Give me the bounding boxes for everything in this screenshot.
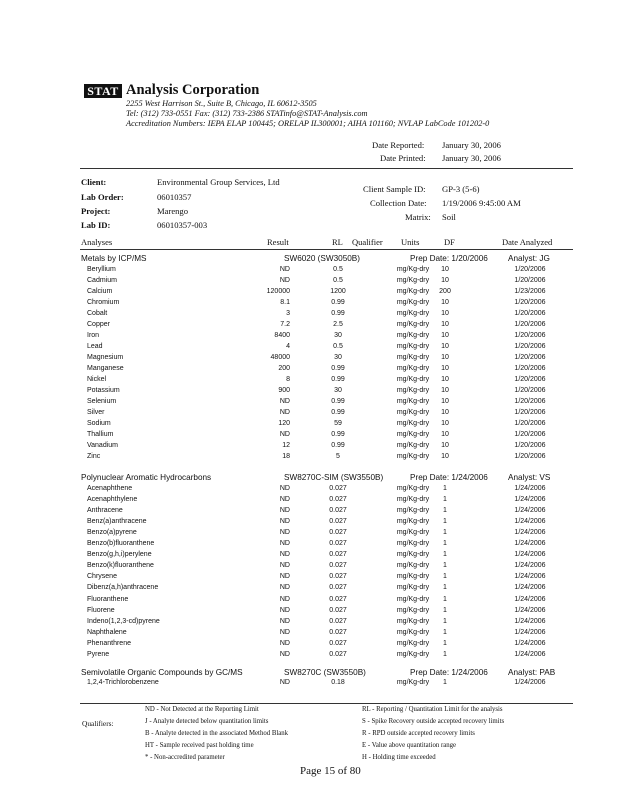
company-name: Analysis Corporation [126, 82, 260, 98]
analyte-units: mg/Kg-dry [396, 584, 430, 591]
analyte-rl: 0.5 [333, 343, 343, 350]
analyte-name: Acenaphthene [87, 485, 133, 492]
analyte-name: Fluorene [87, 607, 115, 614]
analyte-units: mg/Kg-dry [396, 651, 430, 658]
analyte-name: Benzo(g,h,i)perylene [87, 551, 152, 558]
analyte-date: 1/20/2006 [514, 398, 546, 405]
analyte-name: Vanadium [87, 442, 119, 449]
analyte-rl: 0.027 [329, 540, 347, 547]
analyte-df: 10 [441, 332, 449, 339]
analyte-units: mg/Kg-dry [396, 518, 430, 525]
analyte-result: ND [279, 431, 290, 438]
analyte-date: 1/20/2006 [514, 376, 546, 383]
analyte-df: 10 [441, 420, 449, 427]
analyte-units: mg/Kg-dry [396, 485, 430, 492]
analyte-name: Nickel [87, 376, 107, 383]
analyte-df: 1 [443, 485, 447, 492]
analyte-df: 1 [443, 618, 447, 625]
analyte-date: 1/24/2006 [514, 640, 546, 647]
analyte-units: mg/Kg-dry [396, 332, 430, 339]
analyte-date: 1/20/2006 [514, 431, 546, 438]
analyte-date: 1/20/2006 [514, 310, 546, 317]
analyte-rl: 0.027 [329, 651, 347, 658]
analyte-units: mg/Kg-dry [396, 562, 430, 569]
qualifier-h: H - Holding time exceeded [362, 754, 436, 761]
analyte-name: Dibenz(a,h)anthracene [87, 584, 159, 591]
analyte-result: ND [279, 607, 290, 614]
company-contact: Tel: (312) 733-0551 Fax: (312) 733-2386 STATinfo@STAT-Analysis.com [126, 109, 368, 118]
analyte-result: ND [279, 573, 290, 580]
analyte-name: Manganese [87, 365, 124, 372]
col-result: Result [267, 237, 289, 247]
analyte-result: 7.2 [280, 321, 290, 328]
analyte-name: 1,2,4-Trichlorobenzene [87, 679, 159, 686]
analyte-name: Chrysene [87, 573, 117, 580]
analyte-name: Silver [87, 409, 105, 416]
analyte-result: 900 [278, 387, 290, 394]
analyte-units: mg/Kg-dry [396, 354, 430, 361]
analyte-rl: 0.027 [329, 618, 347, 625]
analyte-date: 1/20/2006 [514, 409, 546, 416]
qualifier-b: B - Analyte detected in the associated Method Blank [145, 730, 289, 737]
analyte-name: Sodium [87, 420, 111, 427]
analyte-name: Phenanthrene [87, 640, 131, 647]
analyte-df: 1 [443, 573, 447, 580]
analyte-units: mg/Kg-dry [396, 420, 430, 427]
analyte-name: Benzo(k)fluoranthene [87, 562, 154, 569]
analyte-name: Benz(a)anthracene [87, 518, 147, 525]
col-qualifier: Qualifier [352, 237, 383, 247]
analyte-units: mg/Kg-dry [396, 640, 430, 647]
analyte-result: 3 [286, 310, 290, 317]
analyte-result: 120 [278, 420, 290, 427]
analyte-name: Fluoranthene [87, 596, 129, 603]
analyte-result: ND [279, 584, 290, 591]
analyte-result: 12 [282, 442, 290, 449]
analyte-units: mg/Kg-dry [396, 496, 430, 503]
section-analyst: Analyst: VS [508, 473, 551, 482]
analyte-rl: 2.5 [333, 321, 343, 328]
analyte-rl: 0.027 [329, 640, 347, 647]
section-title: Metals by ICP/MS [81, 254, 147, 263]
analyte-rl: 0.027 [329, 629, 347, 636]
analyte-date: 1/20/2006 [514, 354, 546, 361]
analyte-rl: 0.027 [329, 562, 347, 569]
analyte-df: 1 [443, 507, 447, 514]
analyte-result: ND [279, 409, 290, 416]
analyte-name: Potassium [87, 387, 120, 394]
analyte-df: 1 [443, 640, 447, 647]
analyte-result: ND [279, 507, 290, 514]
table-header-rule [80, 249, 573, 250]
qualifiers-label: Qualifiers: [82, 719, 114, 728]
analyte-name: Indeno(1,2,3-cd)pyrene [87, 618, 160, 625]
analyte-date: 1/24/2006 [514, 573, 546, 580]
analyte-df: 1 [443, 551, 447, 558]
analyte-rl: 0.99 [331, 310, 345, 317]
analyte-rl: 0.027 [329, 551, 347, 558]
analyte-rl: 0.027 [329, 607, 347, 614]
analyte-units: mg/Kg-dry [396, 453, 430, 460]
analyte-df: 1 [443, 651, 447, 658]
analyte-name: Pyrene [87, 651, 110, 658]
analyte-df: 10 [441, 365, 449, 372]
analyte-date: 1/20/2006 [514, 453, 546, 460]
analyte-name: Thallium [87, 431, 114, 438]
analyte-result: ND [279, 540, 290, 547]
analyte-units: mg/Kg-dry [396, 507, 430, 514]
analyte-units: mg/Kg-dry [396, 629, 430, 636]
collection-date-value: 1/19/2006 9:45:00 AM [442, 198, 521, 208]
analyte-rl: 0.5 [333, 266, 343, 273]
analyte-units: mg/Kg-dry [396, 398, 430, 405]
analyte-df: 10 [441, 277, 449, 284]
analyte-rl: 0.99 [331, 398, 345, 405]
analyte-date: 1/24/2006 [514, 507, 546, 514]
accreditation-numbers: Accreditation Numbers: IEPA ELAP 100445; ORELAP IL300001; AIHA 101160; NVLAP LabCode 101202-0 [126, 119, 490, 128]
analyte-date: 1/24/2006 [514, 629, 546, 636]
section-method: SW8270C (SW3550B) [284, 668, 366, 677]
analyte-df: 10 [441, 343, 449, 350]
analyte-units: mg/Kg-dry [396, 409, 430, 416]
analyte-df: 1 [443, 518, 447, 525]
analyte-name: Cobalt [87, 310, 108, 317]
analyte-df: 1 [443, 679, 447, 686]
analyte-date: 1/24/2006 [514, 584, 546, 591]
collection-date-label: Collection Date: [370, 198, 427, 208]
col-date-analyzed: Date Analyzed [502, 237, 553, 247]
analyte-result: 18 [282, 453, 290, 460]
analyte-name: Benzo(a)pyrene [87, 529, 137, 536]
lab-id-value: 06010357-003 [157, 220, 208, 230]
analyte-units: mg/Kg-dry [396, 618, 430, 625]
analyte-result: ND [279, 651, 290, 658]
analyte-df: 1 [443, 562, 447, 569]
lab-id-label: Lab ID: [81, 220, 111, 230]
qualifier-ht: HT - Sample received past holding time [145, 742, 254, 749]
analyte-result: ND [279, 485, 290, 492]
analyte-df: 10 [441, 398, 449, 405]
analyte-result: 8 [286, 376, 290, 383]
analyte-date: 1/20/2006 [514, 332, 546, 339]
analyte-result: 200 [278, 365, 290, 372]
analyte-rl: 0.027 [329, 485, 347, 492]
analyte-units: mg/Kg-dry [396, 321, 430, 328]
analyte-units: mg/Kg-dry [396, 540, 430, 547]
analyte-units: mg/Kg-dry [396, 679, 430, 686]
lab-order-label: Lab Order: [81, 192, 124, 202]
analyte-date: 1/24/2006 [514, 618, 546, 625]
analyte-name: Naphthalene [87, 629, 127, 636]
section-analyst: Analyst: PAB [508, 668, 556, 677]
qualifier-r: R - RPD outside accepted recovery limits [362, 730, 475, 737]
analyte-df: 10 [441, 376, 449, 383]
analyte-result: ND [279, 529, 290, 536]
analyte-date: 1/20/2006 [514, 387, 546, 394]
project-label: Project: [81, 206, 111, 216]
analyte-name: Cadmium [87, 277, 117, 284]
analyte-result: ND [279, 518, 290, 525]
analyte-df: 10 [441, 431, 449, 438]
analyte-result: ND [279, 551, 290, 558]
analyte-result: ND [279, 266, 290, 273]
analyte-name: Lead [87, 343, 103, 350]
analyte-df: 10 [441, 299, 449, 306]
analyte-df: 10 [441, 409, 449, 416]
analyte-date: 1/20/2006 [514, 442, 546, 449]
analyte-df: 1 [443, 607, 447, 614]
analyte-units: mg/Kg-dry [396, 266, 430, 273]
analyte-date: 1/20/2006 [514, 321, 546, 328]
analyte-date: 1/24/2006 [514, 651, 546, 658]
analyte-rl: 0.027 [329, 496, 347, 503]
date-printed-value: January 30, 2006 [442, 153, 501, 163]
analyte-result: ND [279, 277, 290, 284]
analyte-result: ND [279, 618, 290, 625]
analyte-df: 10 [441, 321, 449, 328]
analyte-name: Benzo(b)fluoranthene [87, 540, 155, 547]
analyte-units: mg/Kg-dry [396, 529, 430, 536]
analyte-rl: 0.027 [329, 507, 347, 514]
analyte-rl: 1200 [330, 288, 346, 295]
section-method: SW8270C-SIM (SW3550B) [284, 473, 384, 482]
analyte-rl: 5 [336, 453, 340, 460]
analyte-rl: 30 [334, 387, 342, 394]
analyte-date: 1/24/2006 [514, 679, 546, 686]
analyte-df: 1 [443, 629, 447, 636]
col-df: DF [444, 237, 455, 247]
analyte-date: 1/24/2006 [514, 551, 546, 558]
qualifier-nd: ND - Not Detected at the Reporting Limit [145, 706, 259, 713]
analyte-name: Zinc [87, 453, 101, 460]
client-label: Client: [81, 177, 107, 187]
analyte-units: mg/Kg-dry [396, 310, 430, 317]
analyte-df: 200 [439, 288, 451, 295]
analyte-date: 1/24/2006 [514, 518, 546, 525]
analyte-rl: 0.18 [331, 679, 345, 686]
analyte-rl: 0.99 [331, 376, 345, 383]
section-title: Polynuclear Aromatic Hydrocarbons [81, 473, 212, 482]
date-printed-label: Date Printed: [380, 153, 426, 163]
analyte-rl: 0.027 [329, 596, 347, 603]
analyte-date: 1/23/2006 [514, 288, 546, 295]
analyte-date: 1/20/2006 [514, 277, 546, 284]
analyte-units: mg/Kg-dry [396, 343, 430, 350]
page-number: Page 15 of 80 [300, 765, 361, 777]
analyte-units: mg/Kg-dry [396, 376, 430, 383]
qualifier-j: J - Analyte detected below quantitation limits [145, 718, 269, 725]
analyte-date: 1/24/2006 [514, 607, 546, 614]
analyte-name: Magnesium [87, 354, 124, 361]
analyte-result: 48000 [270, 354, 290, 361]
company-address: 2255 West Harrison St., Suite B, Chicago, IL 60612-3505 [126, 99, 317, 108]
lab-order-value: 06010357 [157, 192, 192, 202]
qualifier-s: S - Spike Recovery outside accepted recovery limits [362, 718, 505, 725]
analyte-df: 10 [441, 387, 449, 394]
matrix-value: Soil [442, 212, 456, 222]
analyte-result: ND [279, 596, 290, 603]
analyte-rl: 59 [334, 420, 342, 427]
analyte-units: mg/Kg-dry [396, 277, 430, 284]
analyte-result: ND [279, 679, 290, 686]
company-logo: STAT [84, 84, 122, 98]
analyte-name: Copper [87, 321, 110, 328]
analyte-date: 1/20/2006 [514, 420, 546, 427]
analyte-rl: 0.027 [329, 529, 347, 536]
col-units: Units [401, 237, 420, 247]
date-reported-label: Date Reported: [372, 140, 425, 150]
analyte-rl: 0.027 [329, 584, 347, 591]
analyte-date: 1/24/2006 [514, 562, 546, 569]
analyte-df: 10 [441, 266, 449, 273]
analyte-units: mg/Kg-dry [396, 551, 430, 558]
analyte-name: Anthracene [87, 507, 123, 514]
analyte-rl: 0.027 [329, 573, 347, 580]
analyte-df: 10 [441, 453, 449, 460]
analyte-rl: 0.5 [333, 277, 343, 284]
section-prep-date: Prep Date: 1/24/2006 [410, 668, 488, 677]
analyte-rl: 0.99 [331, 442, 345, 449]
date-reported-value: January 30, 2006 [442, 140, 501, 150]
analyte-result: 8.1 [280, 299, 290, 306]
matrix-label: Matrix: [405, 212, 431, 222]
analyte-name: Calcium [87, 288, 113, 295]
analyte-units: mg/Kg-dry [396, 288, 430, 295]
analyte-df: 1 [443, 540, 447, 547]
analyte-df: 10 [441, 310, 449, 317]
analyte-result: 8400 [274, 332, 290, 339]
analyte-rl: 0.99 [331, 299, 345, 306]
analyte-result: ND [279, 496, 290, 503]
analyte-rl: 0.99 [331, 431, 345, 438]
analyte-name: Acenaphthylene [87, 496, 138, 503]
analyte-result: 120000 [266, 288, 290, 295]
analyte-date: 1/24/2006 [514, 485, 546, 492]
analyte-date: 1/24/2006 [514, 596, 546, 603]
analyte-units: mg/Kg-dry [396, 573, 430, 580]
analyte-df: 1 [443, 596, 447, 603]
analyte-result: ND [279, 640, 290, 647]
analyte-date: 1/20/2006 [514, 299, 546, 306]
analyte-result: 4 [286, 343, 290, 350]
section-prep-date: Prep Date: 1/24/2006 [410, 473, 488, 482]
section-analyst: Analyst: JG [508, 254, 550, 263]
section-method: SW6020 (SW3050B) [284, 254, 360, 263]
analyte-result: ND [279, 629, 290, 636]
analyte-date: 1/20/2006 [514, 365, 546, 372]
analyte-units: mg/Kg-dry [396, 442, 430, 449]
analyte-units: mg/Kg-dry [396, 596, 430, 603]
qualifier-e: E - Value above quantitation range [362, 742, 457, 749]
analyte-df: 1 [443, 496, 447, 503]
analyte-name: Beryllium [87, 266, 116, 273]
analyte-name: Iron [87, 332, 100, 339]
legend-divider [80, 703, 573, 704]
analyte-df: 1 [443, 584, 447, 591]
analyte-rl: 30 [334, 354, 342, 361]
analyte-units: mg/Kg-dry [396, 431, 430, 438]
analyte-result: ND [279, 398, 290, 405]
analyte-df: 10 [441, 354, 449, 361]
analyte-df: 1 [443, 529, 447, 536]
section-prep-date: Prep Date: 1/20/2006 [410, 254, 488, 263]
col-rl: RL [332, 237, 343, 247]
analyte-date: 1/24/2006 [514, 496, 546, 503]
analyte-date: 1/24/2006 [514, 529, 546, 536]
analyte-rl: 0.99 [331, 365, 345, 372]
analyte-rl: 30 [334, 332, 342, 339]
divider [80, 168, 573, 169]
analyte-units: mg/Kg-dry [396, 387, 430, 394]
client-value: Environmental Group Services, Ltd [157, 177, 280, 187]
analyte-result: ND [279, 562, 290, 569]
analyte-rl: 0.99 [331, 409, 345, 416]
analyte-name: Chromium [87, 299, 120, 306]
analyte-df: 10 [441, 442, 449, 449]
client-sample-id-label: Client Sample ID: [363, 184, 426, 194]
col-analyses: Analyses [81, 237, 113, 247]
analyte-units: mg/Kg-dry [396, 365, 430, 372]
qualifier-rl: RL - Reporting / Quantitation Limit for the analysis [362, 706, 503, 713]
analyte-date: 1/20/2006 [514, 266, 546, 273]
analyte-units: mg/Kg-dry [396, 607, 430, 614]
analyte-rl: 0.027 [329, 518, 347, 525]
analyte-date: 1/20/2006 [514, 343, 546, 350]
project-value: Marengo [157, 206, 189, 216]
analyte-date: 1/24/2006 [514, 540, 546, 547]
client-sample-id-value: GP-3 (5-6) [442, 184, 480, 194]
qualifier-star: * - Non-accredited parameter [145, 754, 225, 761]
analyte-units: mg/Kg-dry [396, 299, 430, 306]
section-title: Semivolatile Organic Compounds by GC/MS [81, 668, 243, 677]
analyte-name: Selenium [87, 398, 117, 405]
